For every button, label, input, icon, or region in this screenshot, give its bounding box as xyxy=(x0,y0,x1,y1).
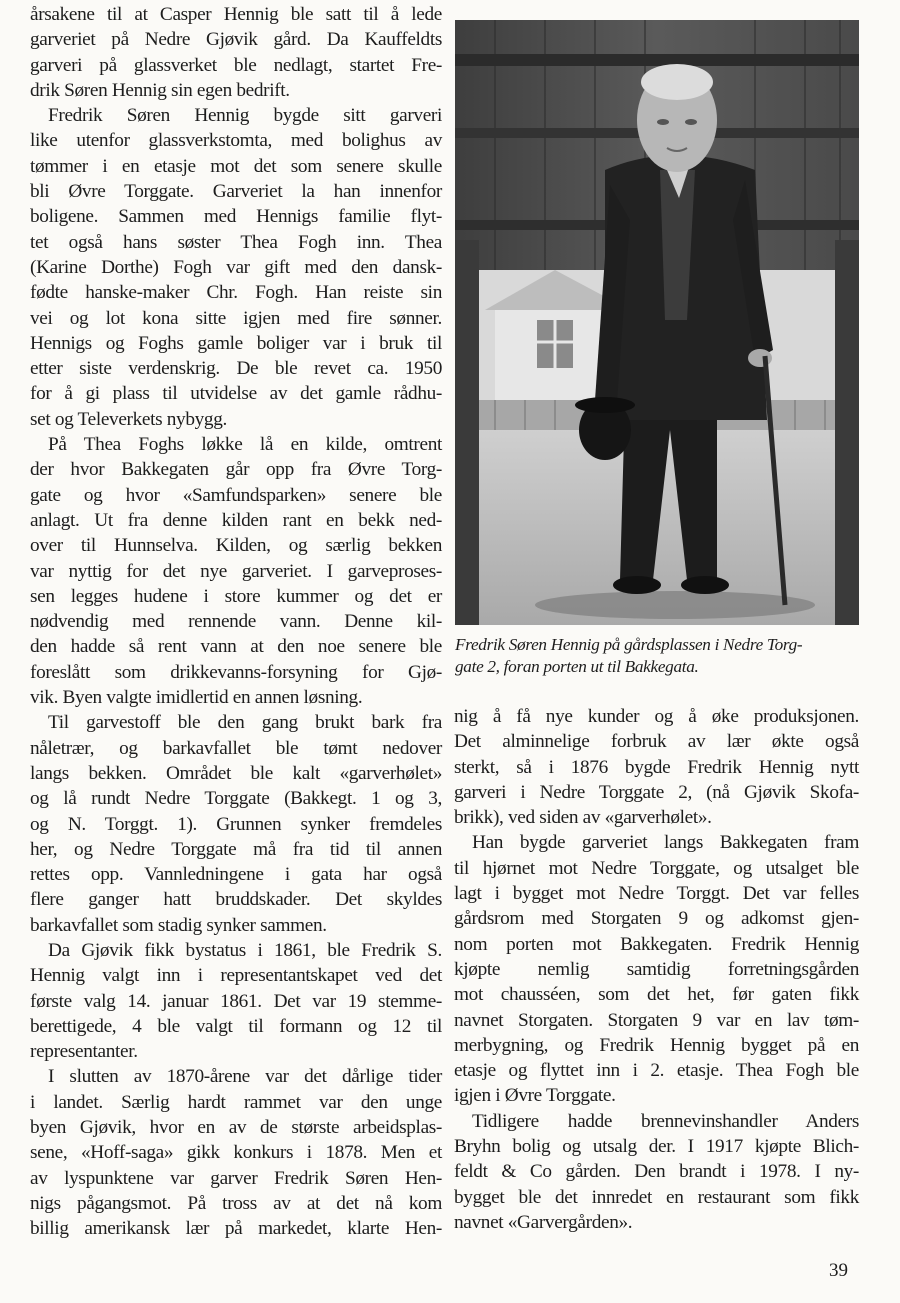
text-line: berettigede, 4 ble valgt til formann og 12 til xyxy=(30,1015,442,1037)
text-line: tet også hans søster Thea Fogh inn. Thea xyxy=(30,231,442,253)
caption-line: gate 2, foran porten ut til Bakkegata. xyxy=(455,657,699,676)
text-line: merbygning, og Fredrik Hennig bygget på en xyxy=(454,1034,859,1056)
text-line: etter siste verdenskrig. De ble revet ca. 1950 xyxy=(30,358,442,380)
text-line: kjøpte nemlig samtidig forretningsgården xyxy=(454,958,859,980)
text-line: etasje og flyttet inn i 2. etasje. Thea Fogh ble xyxy=(454,1060,859,1082)
text-line: sene, «Hoff-saga» gikk konkurs i 1878. Men et xyxy=(30,1142,442,1164)
text-line: set og Televerkets nybygg. xyxy=(30,408,227,430)
text-line: sterkt, så i 1876 bygde Fredrik Hennig nytt xyxy=(454,756,859,778)
text-line: bygget ble det innredet en restaurant som fikk xyxy=(454,1186,859,1208)
text-line: vei og lot kona sitte igjen med fire sønner. xyxy=(30,307,442,329)
text-line: drik Søren Hennig sin egen bedrift. xyxy=(30,79,290,101)
text-line: Det alminnelige forbruk av lær økte også xyxy=(454,731,859,753)
text-line: bli Øvre Torggate. Garveriet la han innenfor xyxy=(30,181,442,203)
text-line: til hjørnet mot Nedre Torggate, og utsalget ble xyxy=(454,857,859,879)
text-line: navnet «Garvergården». xyxy=(454,1211,633,1233)
text-line: rettes opp. Vannledningene i gata har også xyxy=(30,864,442,886)
text-line: anlagt. Ut fra denne kilden rant en bekk ned- xyxy=(30,509,442,531)
text-line: På Thea Foghs løkke lå en kilde, omtrent xyxy=(48,434,442,456)
text-line: Fredrik Søren Hennig bygde sitt garveri xyxy=(48,105,442,127)
text-line: boligene. Sammen med Hennigs familie flyt- xyxy=(30,206,442,228)
text-line: Tidligere hadde brennevinshandler Anders xyxy=(472,1110,859,1132)
text-line: første valg 14. januar 1861. Det var 19 stemme- xyxy=(30,990,442,1012)
text-line: Til garvestoff ble den gang brukt bark fra xyxy=(48,712,442,734)
text-line: der hvor Bakkegaten går opp fra Øvre Torg- xyxy=(30,459,442,481)
text-line: var nyttig for det nye garveriet. I garveproses- xyxy=(30,560,442,582)
text-line: Da Gjøvik fikk bystatus i 1861, ble Fredrik S. xyxy=(48,939,442,961)
text-line: mot chausséen, som det het, før gaten fikk xyxy=(454,984,859,1006)
text-line: nåletrær, og barkavfallet ble tømt nedover xyxy=(30,737,442,759)
text-line: garveri på glassverket ble nedlagt, startet Fre- xyxy=(30,54,442,76)
text-line: vik. Byen valgte imidlertid en annen løsning. xyxy=(30,687,363,709)
text-line: Hennig valgt inn i representantskapet ved det xyxy=(30,965,442,987)
text-line: for å gi plass til utvidelse av det gamle rådhu- xyxy=(30,383,442,405)
text-line: navnet Storgaten. Storgaten 9 var en lav tøm- xyxy=(454,1009,859,1031)
text-line: nom porten mot Bakkegaten. Fredrik Hennig xyxy=(454,933,859,955)
text-line: den hadde så rent vann at den noe senere ble xyxy=(30,636,442,658)
text-line: gate og hvor «Samfundsparken» senere ble xyxy=(30,484,442,506)
photo-caption xyxy=(455,634,860,678)
text-line: like utenfor glassverkstomta, med bolighus av xyxy=(30,130,442,152)
text-line: årsakene til at Casper Hennig ble satt til å lede xyxy=(30,4,442,25)
text-line: foreslått som drikkevanns-forsyning for Gjø- xyxy=(30,661,442,683)
text-line: garveriet på Nedre Gjøvik gård. Da Kauffeldts xyxy=(30,29,442,51)
text-line: Bryhn bolig og utsalg der. I 1917 kjøpte Blich- xyxy=(454,1136,859,1158)
text-line: og lå rundt Nedre Torggate (Bakkegt. 1 og 3, xyxy=(30,788,442,810)
page-number: 39 xyxy=(829,1260,848,1281)
text-line: barkavfallet som stadig synker sammen. xyxy=(30,914,327,936)
text-line: her, og Nedre Torggate må fra tid til annen xyxy=(30,838,442,860)
text-line: lagt i bygget mot Nedre Torggt. Det var felles xyxy=(454,883,859,905)
text-line: billig amerikansk lær på markedet, klarte Hen- xyxy=(30,1218,442,1240)
text-line: sen legges hudene i store kummer og det er xyxy=(30,585,442,607)
text-line: I slutten av 1870-årene var det dårlige tider xyxy=(48,1066,442,1088)
text-line: nig å få nye kunder og å øke produksjonen. xyxy=(454,706,859,727)
text-line: nødvendig med rennende vann. Denne kil- xyxy=(30,611,442,633)
photo-illustration xyxy=(455,20,859,625)
text-line: (Karine Dorthe) Fogh var gift med den dansk- xyxy=(30,256,442,278)
text-line: av lyspunktene var garver Fredrik Søren Hen- xyxy=(30,1167,442,1189)
text-line: feldt & Co gården. Den brandt i 1978. I ny- xyxy=(454,1161,859,1183)
text-line: representanter. xyxy=(30,1041,138,1063)
text-line: og N. Torggt. 1). Grunnen synker fremdeles xyxy=(30,813,442,835)
text-line: igjen i Øvre Torggate. xyxy=(454,1085,616,1107)
text-line: byen Gjøvik, hvor en av de største arbeidsplas- xyxy=(30,1117,442,1139)
text-line: fødte hanske-maker Chr. Fogh. Han reiste sin xyxy=(30,282,442,304)
caption-line: Fredrik Søren Hennig på gårdsplassen i Nedre Torg- xyxy=(455,635,803,654)
text-line: brikk), ved siden av «garverhølet». xyxy=(454,807,712,829)
text-line: langs bekken. Området ble kalt «garverhølet» xyxy=(30,762,442,784)
historic-photo xyxy=(455,20,859,625)
text-line: i landet. Særlig hardt rammet var den unge xyxy=(30,1091,442,1113)
text-line: over til Hunnselva. Kilden, og særlig bekken xyxy=(30,535,442,557)
text-line: Hennigs og Foghs gamle boliger var i bruk til xyxy=(30,332,442,354)
text-line: Han bygde garveriet langs Bakkegaten fram xyxy=(472,832,859,854)
text-line: flere ganger hatt bruddskader. Det skyldes xyxy=(30,889,442,911)
text-line: garveri i Nedre Torggate 2, (nå Gjøvik Skofa- xyxy=(454,781,859,803)
left-text-column xyxy=(30,2,442,1242)
text-line: nigs pågangsmot. På tross av at det nå kom xyxy=(30,1192,442,1214)
right-text-column xyxy=(454,704,859,1235)
text-line: gårdsrom med Storgaten 9 og adkomst gjen- xyxy=(454,908,859,930)
text-line: tømmer i en etasje mot det som senere skulle xyxy=(30,155,442,177)
